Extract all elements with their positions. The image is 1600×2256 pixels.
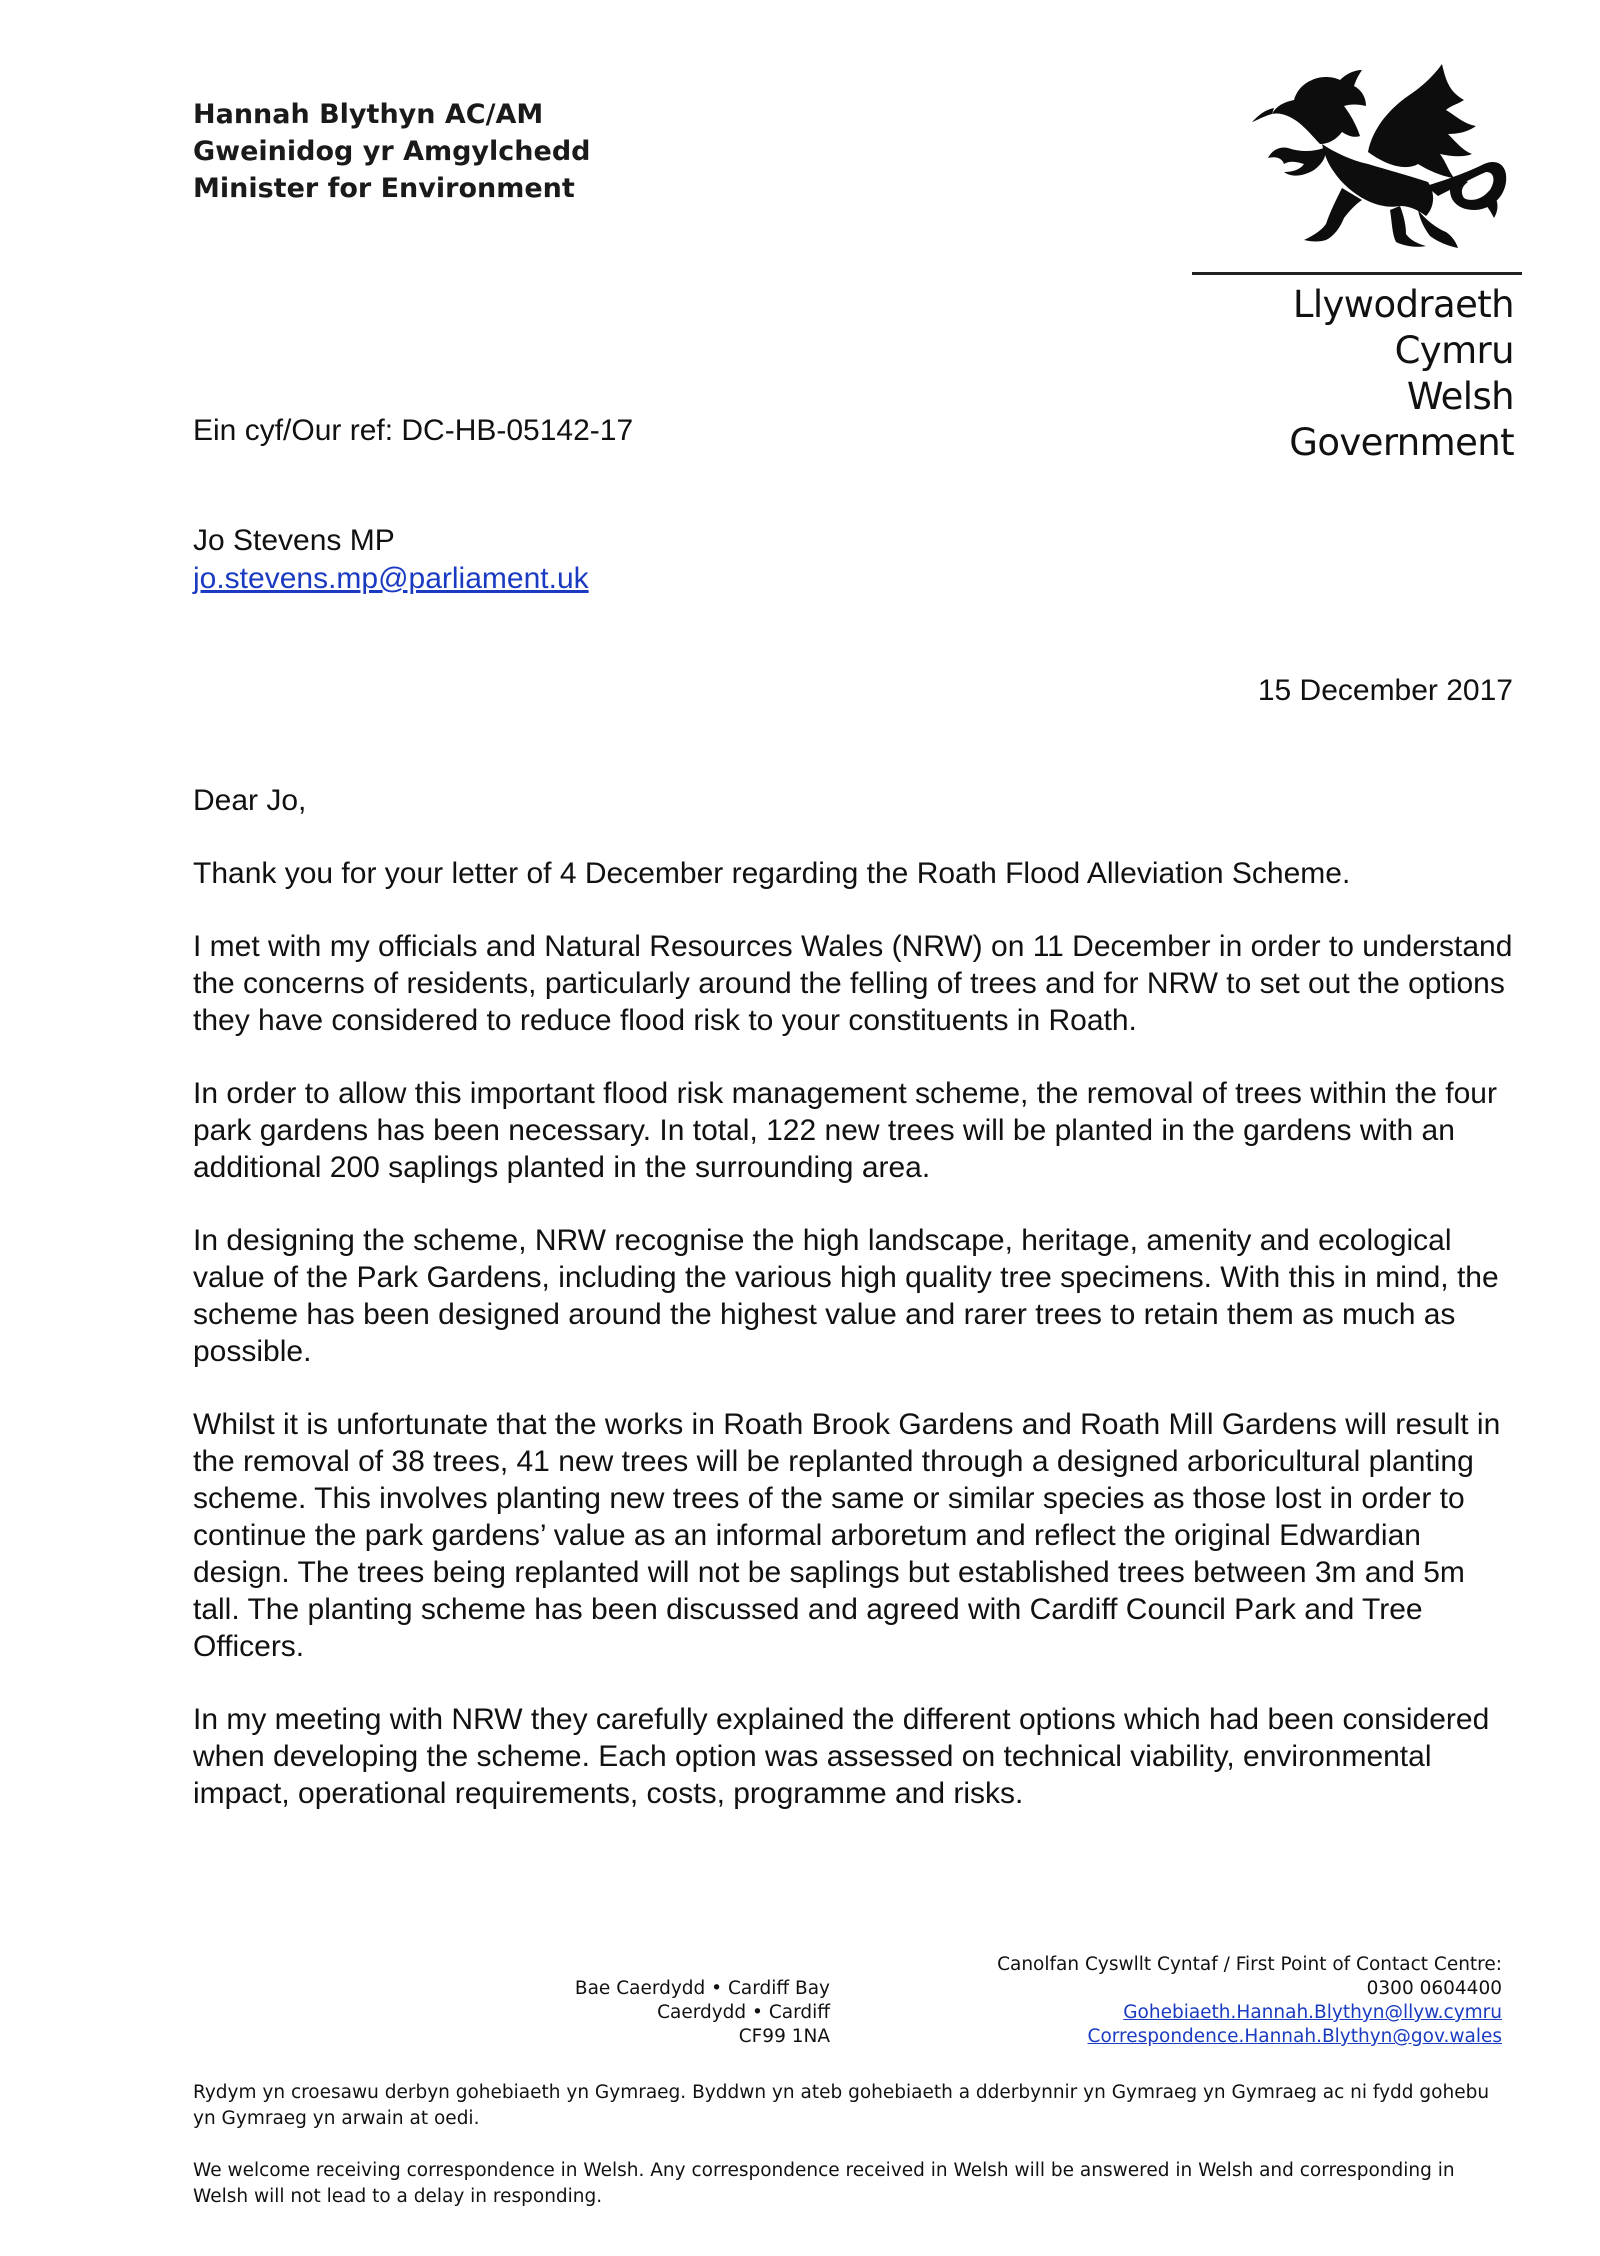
logo-text-welsh: Llywodraeth Cymru — [1292, 283, 1514, 372]
paragraph-5: Whilst it is unfortunate that the works in Roath Brook Gardens and Roath Mill Gardens will result in the removal of 38 trees, 41 new trees will be replanted through a designed arboricultural planting scheme. This involves planting new trees of the same or similar species as those lost in order to continue the park gardens’ value as an informal arboretum and reflect the original Edwardian design. The trees being replanted will not be saplings but established trees between 3m and 5m tall. The planting scheme has been discussed and agreed with Cardiff Council Park and Tree Officers. — [193, 1408, 1501, 1663]
sender-title-welsh: Gweinidog yr Amgylchedd — [193, 136, 591, 167]
logo-text — [1192, 282, 1514, 466]
welsh-government-logo — [1192, 60, 1522, 464]
logo-text-english: Welsh Government — [1289, 375, 1514, 464]
contact-email-english-link[interactable]: Correspondence.Hannah.Blythyn@gov.wales — [1087, 2026, 1502, 2047]
letter-body — [193, 782, 1515, 1848]
our-reference: Ein cyf/Our ref: DC-HB-05142-17 — [193, 414, 634, 447]
paragraph-2: I met with my officials and Natural Resources Wales (NRW) on 11 December in order to understand the concerns of residents, particularly around the felling of trees and for NRW to set out the options they have considered to reduce flood risk to your constituents in Roath. — [193, 930, 1513, 1037]
sender-name: Hannah Blythyn AC/AM — [193, 99, 544, 130]
recipient-block — [193, 522, 589, 598]
sender-title-english: Minister for Environment — [193, 173, 575, 204]
sender-block — [193, 96, 590, 207]
address-line: CF99 1NA — [738, 2026, 830, 2047]
footer-contact — [997, 1953, 1502, 2049]
english-language-notice: We welcome receiving correspondence in Welsh. Any correspondence received in Welsh will be answered in Welsh and corresponding in Welsh will not lead to a delay in responding. — [193, 2160, 1455, 2207]
recipient-email-link[interactable]: jo.stevens.mp@parliament.uk — [193, 562, 589, 595]
letter-date: 15 December 2017 — [1257, 674, 1513, 707]
footer-address — [500, 1977, 830, 2049]
welsh-language-notice: Rydym yn croesawu derbyn gohebiaeth yn Gymraeg. Byddwn yn ateb gohebiaeth a dderbynnir yn Gymraeg yn Gymraeg ac ni fydd gohebu yn Gymraeg yn arwain at oedi. — [193, 2082, 1490, 2129]
paragraph-1: Thank you for your letter of 4 December regarding the Roath Flood Alleviation Scheme. — [193, 857, 1351, 890]
address-line: Bae Caerdydd • Cardiff Bay — [574, 1978, 830, 1999]
welsh-dragon-icon — [1250, 60, 1510, 255]
recipient-name: Jo Stevens MP — [193, 524, 395, 557]
logo-divider — [1192, 272, 1522, 275]
paragraph-6: In my meeting with NRW they carefully explained the different options which had been considered when developing the scheme. Each option was assessed on technical viability, environmental impact, operational requirements, costs, programme and risks. — [193, 1703, 1490, 1810]
salutation: Dear Jo, — [193, 784, 307, 817]
contact-phone: 0300 0604400 — [1366, 1978, 1502, 1999]
contact-heading: Canolfan Cyswllt Cyntaf / First Point of Contact Centre: — [997, 1954, 1502, 1975]
paragraph-4: In designing the scheme, NRW recognise the high landscape, heritage, amenity and ecological value of the Park Gardens, including the various high quality tree specimens. With this in mind, the scheme has been designed around the highest value and rarer trees to retain them as much as possible. — [193, 1224, 1499, 1368]
paragraph-3: In order to allow this important flood risk management scheme, the removal of trees within the four park gardens has been necessary. In total, 122 new trees will be planted in the gardens with an additional 200 saplings planted in the surrounding area. — [193, 1077, 1497, 1184]
address-line: Caerdydd • Cardiff — [657, 2002, 830, 2023]
contact-email-welsh-link[interactable]: Gohebiaeth.Hannah.Blythyn@llyw.cymru — [1123, 2002, 1502, 2023]
